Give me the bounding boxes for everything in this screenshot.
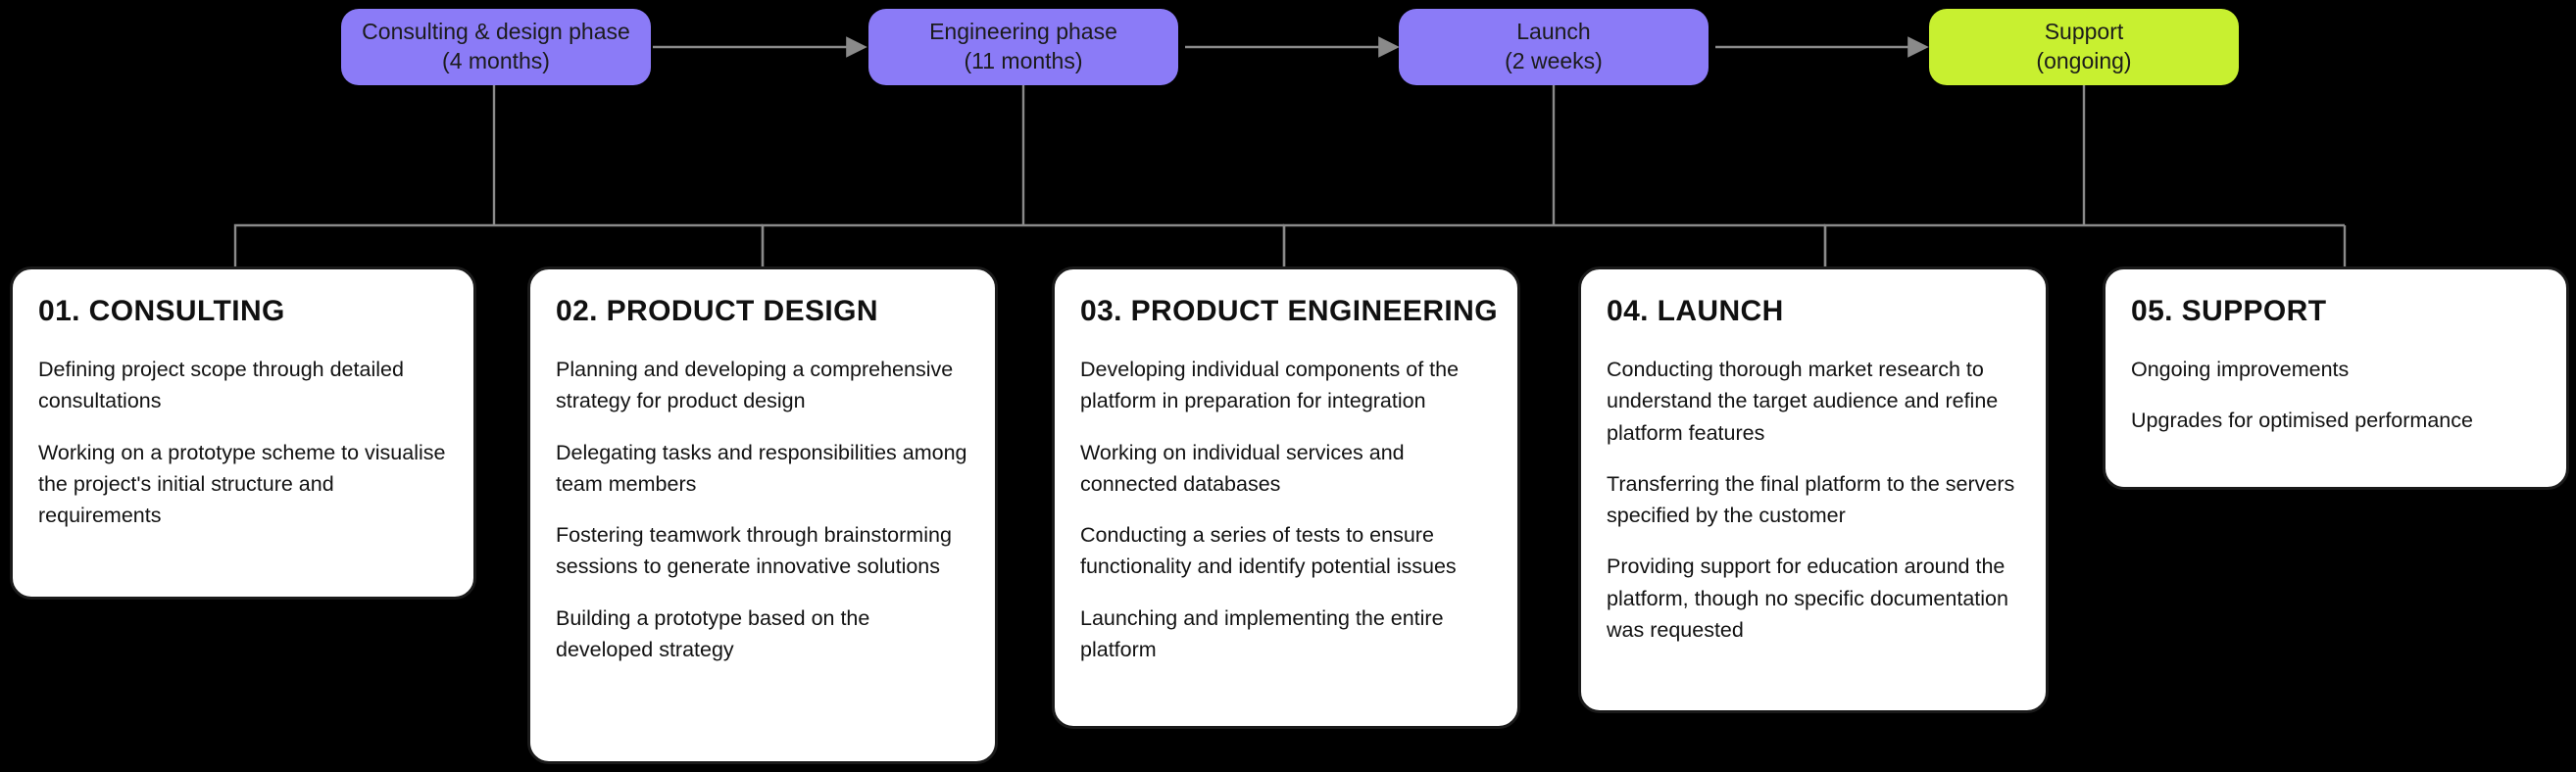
- phase-name: Consulting & design phase: [362, 19, 630, 45]
- list-item: Conducting thorough market research to understand the target audience and refine platform features: [1607, 358, 1999, 445]
- list-item: Working on individual services and connected databases: [1080, 440, 1405, 496]
- phase-duration: (2 weeks): [1505, 48, 1603, 73]
- phase-duration: (ongoing): [2036, 48, 2132, 73]
- list-item: Conducting a series of tests to ensure functionality and identify potential issues: [1080, 523, 1457, 579]
- stage-card-bullets: [38, 354, 448, 531]
- phase-pill-2[interactable]: [868, 9, 1178, 85]
- list-item: Transferring the final platform to the servers specified by the customer: [1607, 471, 2015, 527]
- stage-card-2[interactable]: [527, 266, 998, 764]
- stage-card-bullets: [2131, 354, 2541, 437]
- stage-card-title: 02. PRODUCT DESIGN: [556, 295, 878, 327]
- stage-card-4[interactable]: [1578, 266, 2049, 713]
- phase-duration: (4 months): [442, 48, 550, 73]
- stage-card-bullets: [1607, 354, 2020, 646]
- list-item: Building a prototype based on the developed strategy: [556, 605, 870, 661]
- stage-card-1[interactable]: [10, 266, 476, 600]
- phase-name: Support: [2044, 19, 2124, 45]
- list-item: Launching and implementing the entire platform: [1080, 605, 1444, 661]
- stage-card-title: 03. PRODUCT ENGINEERING: [1080, 295, 1498, 327]
- stage-card-bullets: [1080, 354, 1492, 665]
- phase-pill-4[interactable]: [1929, 9, 2239, 85]
- stage-card-title: 01. CONSULTING: [38, 295, 285, 327]
- list-item: Working on a prototype scheme to visualise the project's initial structure and requirements: [38, 440, 446, 527]
- phase-name: Launch: [1516, 19, 1591, 45]
- stage-card-5[interactable]: [2103, 266, 2569, 490]
- list-item: Upgrades for optimised performance: [2131, 409, 2473, 433]
- list-item: Defining project scope through detailed consultations: [38, 358, 404, 413]
- list-item: Fostering teamwork through brainstorming sessions to generate innovative solutions: [556, 523, 952, 579]
- stage-card-title: 05. SUPPORT: [2131, 295, 2327, 327]
- stage-card-title: 04. LAUNCH: [1607, 295, 1784, 327]
- list-item: Delegating tasks and responsibilities among team members: [556, 440, 967, 496]
- stage-card-3[interactable]: [1052, 266, 1520, 729]
- phase-name: Engineering phase: [929, 19, 1117, 45]
- phase-pill-3[interactable]: [1399, 9, 1709, 85]
- phase-pill-1[interactable]: [341, 9, 651, 85]
- list-item: Providing support for education around the platform, though no specific documentation was requested: [1607, 555, 2008, 642]
- stage-card-bullets: [556, 354, 969, 665]
- list-item: Developing individual components of the platform in preparation for integration: [1080, 358, 1460, 413]
- list-item: Ongoing improvements: [2131, 358, 2350, 381]
- phase-duration: (11 months): [964, 48, 1083, 73]
- list-item: Planning and developing a comprehensive strategy for product design: [556, 358, 954, 413]
